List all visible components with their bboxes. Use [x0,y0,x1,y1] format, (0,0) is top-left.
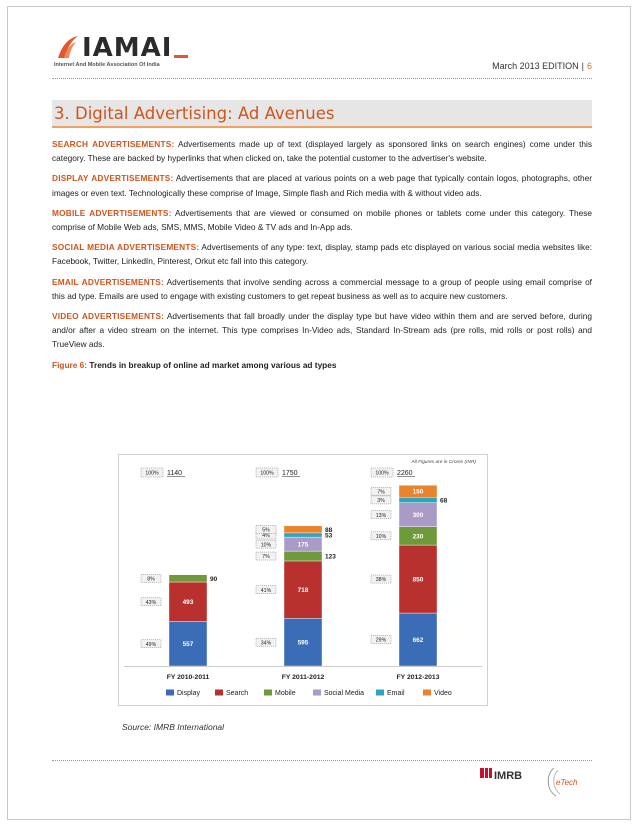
pct-label: 34% [260,640,272,647]
bar-segment [284,526,322,533]
legend-label: Search [226,690,249,697]
category-label: FY 2011-2012 [281,674,325,681]
edition-separator: | [581,61,584,71]
figure-caption [52,358,592,372]
legend-label: Email [387,690,405,697]
legend-swatch [166,690,174,696]
paragraph-heading: SOCIAL MEDIA ADVERTISEMENTS: [52,242,200,253]
segment-value-label: 53 [325,532,333,540]
total-pct-label: 100% [145,470,159,477]
paragraph-text: Advertisements made up of text (displayed largely as sponsored links on search engines) come under this category. These are backed by hyperlinks that when clicked on, take the potential customer to the advertiser's website. [52,139,592,164]
bar-segment [399,497,437,502]
chart-svg [118,454,488,706]
paragraph-heading: MOBILE ADVERTISEMENTS: [52,207,172,218]
paragraph-heading: VIDEO ADVERTISEMENTS: [52,311,165,322]
etech-logo [542,764,586,800]
total-value-label: 2260 [397,470,413,477]
pct-label: 43% [145,599,157,606]
paragraph-text: Advertisements that are placed at various points on a web page that typically contain logos, photographs, other images or even text. Technologically these comprise of Image, Simple flash and Rich media with & without video ads. [52,173,592,198]
segment-value-label: 230 [412,533,424,541]
figure-caption-text: Trends in breakup of online ad market among various ad types [87,359,337,370]
legend-label: Display [177,690,200,697]
paragraph-search [52,137,592,165]
segment-value-label: 150 [412,488,424,496]
paragraph-heading: DISPLAY ADVERTISEMENTS: [52,173,174,184]
section-title-bar [52,100,592,128]
segment-value-label: 175 [297,541,309,549]
edition-label [492,61,592,71]
paragraph-heading: SEARCH ADVERTISEMENTS: [52,139,175,149]
segment-value-label: 557 [182,641,194,649]
segment-value-label: 595 [297,639,309,647]
total-pct-label: 100% [375,470,389,477]
segment-value-label: 300 [412,512,424,520]
pct-label: 4% [262,533,270,540]
paragraph-text: Advertisements that are viewed or consumed on mobile phones or tablets come under this category. These comprise of Mobile Web ads, SMS, MMS, Mobile Video & TV ads and In-App ads. [52,207,592,233]
etech-text: eTech [556,778,578,787]
edition-text: March 2013 EDITION [492,61,579,71]
iamai-mark-icon [56,34,80,60]
legend-swatch [313,690,321,696]
pct-label: 7% [262,554,270,561]
legend-swatch [215,690,223,696]
pct-label: 13% [375,512,387,519]
page-header [52,28,592,78]
segment-value-label: 850 [412,576,424,584]
segment-value-label: 68 [440,497,448,505]
paragraph-display [52,171,592,199]
header-divider [52,78,592,79]
bar-segment [284,551,322,561]
legend-label: Social Media [324,690,365,697]
pct-label: 41% [260,587,272,594]
pct-label: 38% [375,577,387,584]
paragraph-mobile [52,206,592,234]
segment-value-label: 718 [297,587,309,595]
total-value-label: 1140 [167,470,183,477]
pct-label: 29% [375,637,387,644]
paragraph-text: Advertisements of any type: text, display, stamp pads etc displayed on various social media websites like: Facebook, Twitter, LinkedIn, Pinterest, Orkut etc fall into this category. [52,242,593,267]
total-value-label: 1750 [282,470,298,477]
pct-label: 3% [377,498,385,505]
legend-label: Video [434,690,452,697]
bar-segment [284,533,322,537]
bar-segment [169,575,207,582]
figure-source: Source: IMRB International [122,722,225,732]
figure-label: Figure 6: [52,359,88,370]
pct-label: 5% [262,527,270,534]
iamai-logo [52,28,192,72]
logo-wordmark: IAMAI [82,34,188,62]
chart-note: All Figures are in Crores (INR) [411,460,476,465]
paragraph-email [52,275,592,303]
paragraph-social-media [52,240,592,268]
pct-label: 10% [375,534,387,541]
logo-subtext: Internet And Mobile Association Of India [54,62,160,68]
legend-swatch [423,690,431,696]
imrb-logo: IMRB [494,770,523,782]
segment-value-label: 493 [182,599,194,607]
pct-label: 49% [145,641,157,648]
paragraph-heading: EMAIL ADVERTISEMENTS: [52,276,164,287]
segment-value-label: 662 [412,637,424,645]
footer-divider [52,760,592,761]
paragraph-text: Advertisements that fall broadly under the display type but have video within them and are served before, during and/or after a video stream on the internet. This type comprises In-Video ads, Standard In-Stream ads (pre rolls, mid rolls or post rolls) and TrueView ads. [52,311,592,350]
segment-value-label: 90 [210,575,218,583]
section-title: 3. Digital Advertising: Ad Avenues [54,104,335,123]
page-number: 6 [586,61,592,71]
pct-label: 10% [260,542,272,549]
legend-swatch [376,690,384,696]
category-label: FY 2010-2011 [166,674,210,681]
pct-label: 7% [377,489,385,496]
footer-logos [480,764,590,804]
segment-value-label: 88 [325,526,333,534]
paragraph-text: Advertisements that involve sending across a commercial message to a group of people using email comprise of this ad type. Emails are used to engage with existing customers to get repeat business as well as to acquire new customers. [52,276,592,301]
pct-label: 8% [147,576,155,583]
stacked-bar-chart [118,454,488,706]
paragraph-video [52,309,592,352]
legend-label: Mobile [275,690,296,697]
segment-value-label: 123 [325,553,336,561]
content-body [52,137,592,372]
legend-swatch [264,690,272,696]
category-label: FY 2012-2013 [396,674,440,681]
total-pct-label: 100% [260,470,274,477]
